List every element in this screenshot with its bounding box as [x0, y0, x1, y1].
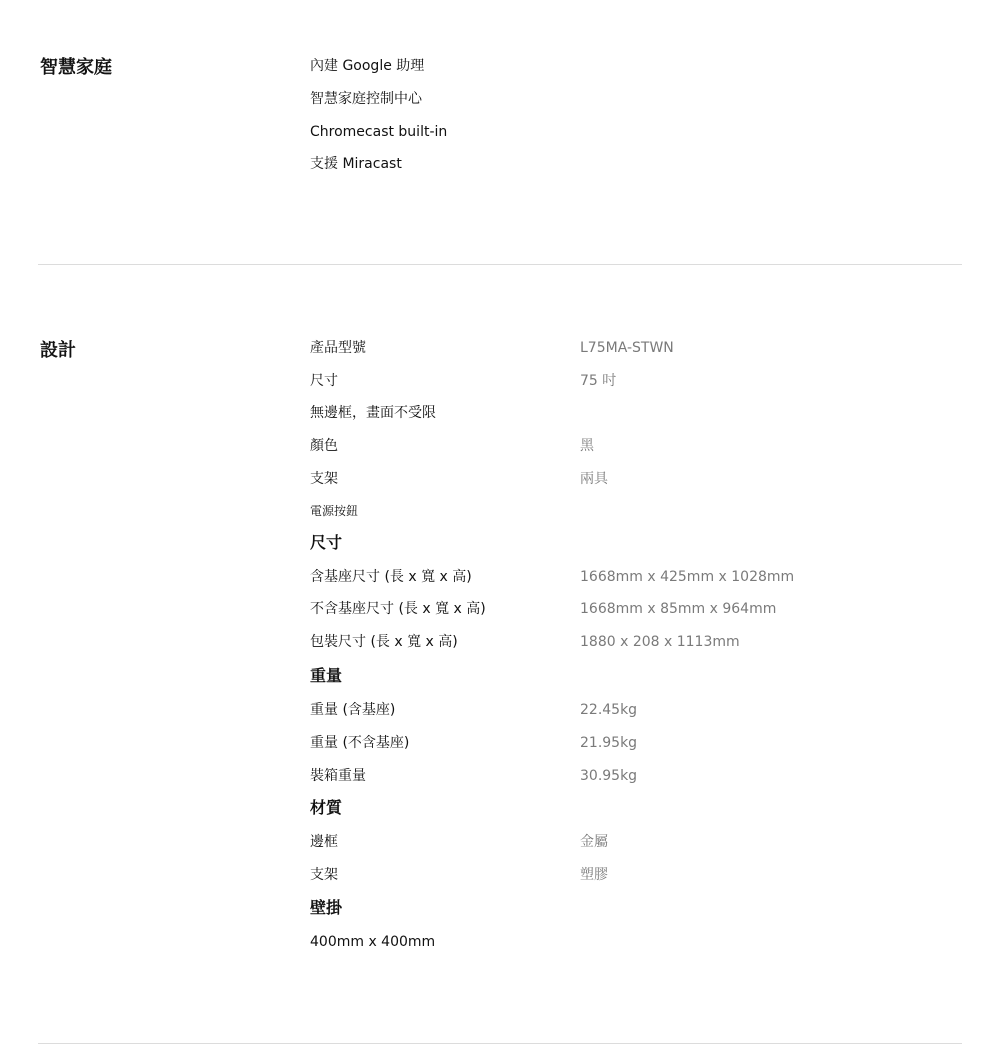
spec-value-color: 黑	[580, 438, 594, 454]
spec-label-weight-without-stand: 重量 (不含基座)	[310, 735, 410, 751]
spec-label-stand: 支架	[310, 471, 338, 487]
section-divider-bottom	[38, 1043, 962, 1044]
section-title-design: 設計	[40, 340, 76, 361]
spec-label-color: 顏色	[310, 438, 338, 454]
spec-label-weight-with-stand: 重量 (含基座)	[310, 702, 396, 718]
spec-value-weight-without-stand: 21.95kg	[580, 735, 638, 751]
spec-value-package-weight: 30.95kg	[580, 768, 638, 784]
section-title-smart-home: 智慧家庭	[40, 57, 112, 78]
feature-smart-home-control: 智慧家庭控制中心	[310, 91, 422, 107]
spec-value-weight-with-stand: 22.45kg	[580, 702, 638, 718]
spec-label-package-size: 包裝尺寸 (長 x 寬 x 高)	[310, 634, 458, 650]
spec-value-package-size: 1880 x 208 x 1113mm	[580, 634, 740, 650]
spec-value-wall-mount: 400mm x 400mm	[310, 934, 436, 950]
spec-label-package-weight: 裝箱重量	[310, 768, 366, 784]
spec-value-size-with-stand: 1668mm x 425mm x 1028mm	[580, 569, 795, 585]
spec-label-bezel: 邊框	[310, 834, 338, 850]
subheading-material: 材質	[310, 798, 343, 817]
spec-label-bezelless: 無邊框，畫面不受限	[310, 405, 436, 421]
subheading-wall-mount: 壁掛	[310, 898, 343, 917]
spec-value-stand-material: 塑膠	[580, 867, 608, 883]
section-divider	[38, 264, 962, 265]
spec-value-size-without-stand: 1668mm x 85mm x 964mm	[580, 601, 777, 617]
spec-label-size: 尺寸	[310, 373, 338, 389]
spec-value-size: 75 吋	[580, 373, 617, 389]
subheading-weight: 重量	[310, 666, 343, 685]
spec-label-power-button: 電源按鈕	[310, 504, 359, 518]
spec-label-model: 產品型號	[310, 340, 366, 356]
spec-value-bezel: 金屬	[580, 834, 608, 850]
spec-value-model: L75MA-STWN	[580, 340, 674, 356]
feature-google-assistant: 內建 Google 助理	[310, 58, 425, 74]
spec-value-stand: 兩具	[580, 471, 608, 487]
feature-chromecast: Chromecast built-in	[310, 124, 448, 140]
spec-label-size-with-stand: 含基座尺寸 (長 x 寬 x 高)	[310, 569, 472, 585]
spec-label-stand-material: 支架	[310, 867, 338, 883]
subheading-dimensions: 尺寸	[310, 533, 343, 552]
spec-label-size-without-stand: 不含基座尺寸 (長 x 寬 x 高)	[310, 601, 486, 617]
feature-miracast: 支援 Miracast	[310, 156, 402, 172]
